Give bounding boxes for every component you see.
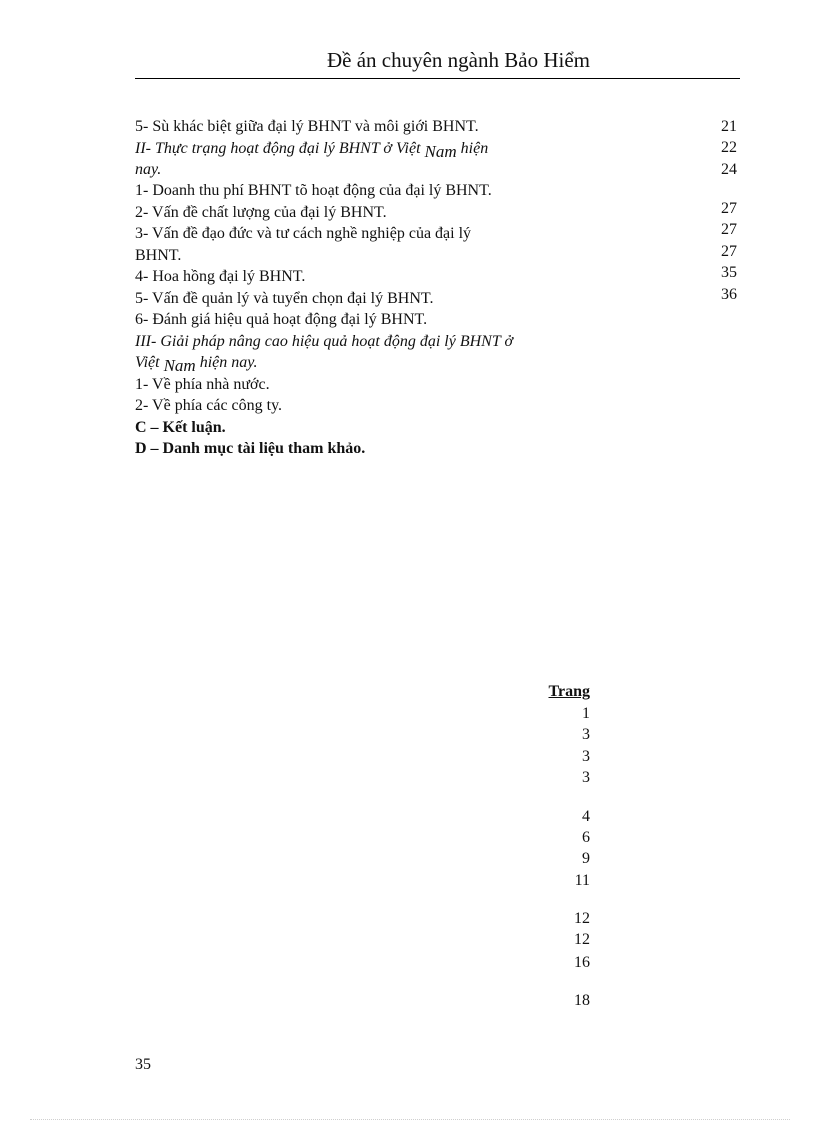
toc-line: 6- Đánh giá hiệu quả hoạt động đại lý BHNT. — [135, 311, 428, 328]
toc-line: 1- Về phía nhà nước. — [135, 376, 270, 393]
toc-line: nay. — [135, 161, 162, 178]
toc-line-text: Nam — [163, 356, 196, 375]
toc-line: 5- Sù khác biệt giữa đại lý BHNT và môi giới BHNT. — [135, 118, 479, 135]
trang-number: 3 — [582, 769, 590, 786]
trang-number: 9 — [582, 850, 590, 867]
toc-page-number: 35 — [721, 264, 737, 281]
toc-line: C – Kết luận. — [135, 419, 226, 436]
toc-line: 2- Về phía các công ty. — [135, 397, 283, 414]
trang-number: 6 — [582, 829, 590, 846]
toc-line-text: II- Thực trạng hoạt động đại lý BHNT ở Việt — [135, 140, 425, 157]
trang-number: 12 — [574, 931, 590, 948]
toc-line: 1- Doanh thu phí BHNT tõ hoạt động của đại lý BHNT. — [135, 182, 492, 199]
toc-line-text: hiện — [456, 140, 489, 157]
toc-line: 5- Vấn đề quản lý và tuyển chọn đại lý BHNT. — [135, 290, 434, 307]
toc-line-text: Việt — [135, 354, 164, 371]
trang-heading: Trang — [548, 683, 590, 700]
toc-line: D – Danh mục tài liệu tham khảo. — [135, 440, 366, 457]
toc-page-number: 36 — [721, 286, 737, 303]
toc-page-number: 24 — [721, 161, 737, 178]
toc-page-number: 27 — [721, 243, 737, 260]
toc-line: BHNT. — [135, 247, 182, 264]
toc-line — [135, 352, 257, 373]
toc-line: III- Giải pháp nâng cao hiệu quả hoạt động đại lý BHNT ở — [135, 333, 513, 350]
header-title: Đề án chuyên ngành Bảo Hiểm — [326, 48, 590, 72]
toc-line-text: hiện nay. — [195, 354, 258, 371]
page-number: 35 — [135, 1056, 151, 1073]
toc-line-text: Nam — [424, 142, 457, 161]
toc-line: 2- Vấn đề chất lượng của đại lý BHNT. — [135, 204, 387, 221]
trang-number: 3 — [582, 748, 590, 765]
toc-line: 4- Hoa hồng đại lý BHNT. — [135, 268, 306, 285]
toc-page-number: 22 — [721, 139, 737, 156]
trang-number: 12 — [574, 910, 590, 927]
trang-number: 16 — [574, 954, 590, 971]
toc-page-number: 27 — [721, 221, 737, 238]
trang-number: 11 — [574, 872, 590, 889]
toc-page-number: 27 — [721, 200, 737, 217]
page-header — [135, 46, 740, 79]
trang-number: 1 — [582, 705, 590, 722]
trang-number: 18 — [574, 992, 590, 1009]
trang-number: 4 — [582, 808, 590, 825]
toc-page-number: 21 — [721, 118, 737, 135]
toc-line: 3- Vấn đề đạo đức và tư cách nghề nghiệp của đại lý — [135, 225, 472, 242]
trang-number: 3 — [582, 726, 590, 743]
page-bottom-divider — [30, 1119, 790, 1120]
toc-line — [135, 138, 488, 159]
